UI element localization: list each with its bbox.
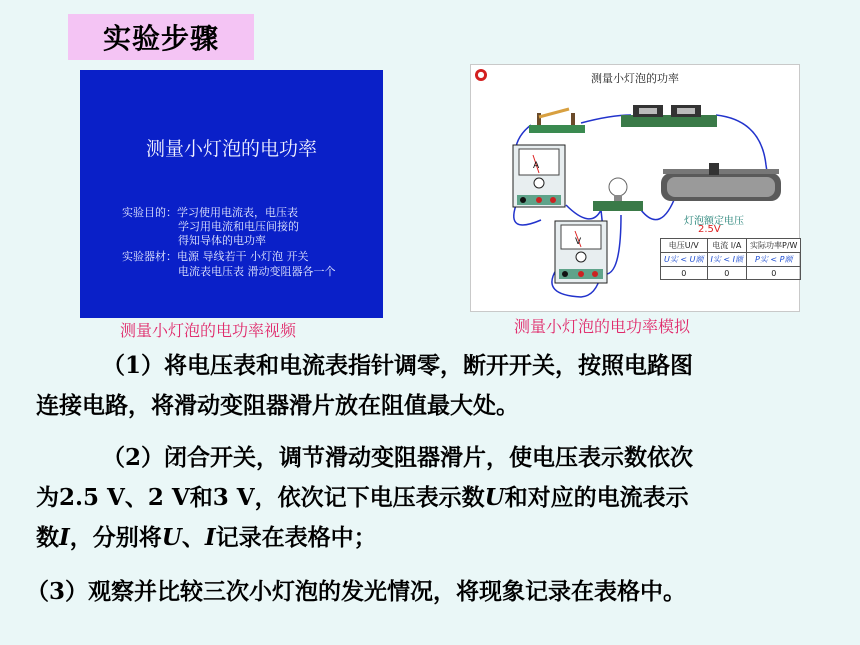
rated-voltage-label: 灯泡额定电压 — [684, 216, 744, 227]
variable-i: I — [204, 524, 216, 551]
variable-i: I — [59, 524, 70, 551]
step-1-line-1: （1）将电压表和电流表指针调零，断开开关，按照电路图 — [102, 352, 694, 379]
step-2-line-1: （2）闭合开关，调节滑动变阻器滑片，使电压表示数依次 — [102, 444, 694, 471]
variable-u: U — [484, 484, 505, 511]
table-cell: 0 — [661, 267, 708, 280]
ammeter-label: A — [533, 161, 540, 171]
table-cell[interactable]: U实 < U额 — [661, 253, 708, 267]
video-line-1: 实验目的：学习使用电流表，电压表 — [122, 206, 298, 219]
step-1 — [36, 346, 836, 426]
rated-voltage-value: 2.5V — [698, 224, 721, 235]
step-2-text: 数 — [36, 524, 59, 551]
video-line-5: 电流表电压表 滑动变阻器各一个 — [178, 265, 336, 278]
table-cell: 0 — [707, 267, 747, 280]
step-2-text: ，分别将 — [69, 524, 162, 551]
measurement-table — [660, 238, 801, 280]
video-line-3: 得知导体的电功率 — [178, 234, 266, 247]
step-2-text: 记录在表格中； — [215, 524, 377, 551]
step-3-line-1: （3）观察并比较三次小灯泡的发光情况，将现象记录在表格中。 — [26, 578, 687, 605]
voltmeter-label: V — [575, 237, 582, 247]
step-3 — [26, 572, 826, 612]
step-1-line-2: 连接电路，将滑动变阻器滑片放在阻值最大处。 — [36, 392, 519, 419]
table-cell: 0 — [747, 267, 801, 280]
table-cell[interactable]: P实 < P额 — [747, 253, 801, 267]
video-line-4: 实验器材：电源 导线若干 小灯泡 开关 — [122, 250, 309, 263]
video-thumbnail[interactable] — [80, 70, 383, 318]
simulation-caption-link[interactable]: 测量小灯泡的电功率模拟 — [514, 317, 691, 336]
variable-u: U — [161, 524, 182, 551]
step-2-text: 为2.5 V、2 V和3 V，依次记下电压表示数 — [36, 484, 485, 511]
step-2 — [36, 438, 836, 558]
slide-heading: 实验步骤 — [68, 14, 254, 60]
step-2-text: 、 — [181, 524, 205, 551]
video-title: 测量小灯泡的电功率 — [145, 138, 317, 160]
table-header: 电压U/V — [661, 239, 708, 253]
simulation-title: 测量小灯泡的功率 — [591, 72, 679, 85]
step-2-text: 和对应的电流表示 — [504, 484, 689, 511]
table-header: 电流 I/A — [707, 239, 747, 253]
video-line-2: 学习用电流和电压间接的 — [178, 220, 299, 233]
logo-icon: ● — [475, 69, 487, 81]
table-header: 实际功率P/W — [747, 239, 801, 253]
video-caption-link[interactable]: 测量小灯泡的电功率视频 — [120, 321, 297, 340]
table-cell[interactable]: I实 < I额 — [707, 253, 747, 267]
